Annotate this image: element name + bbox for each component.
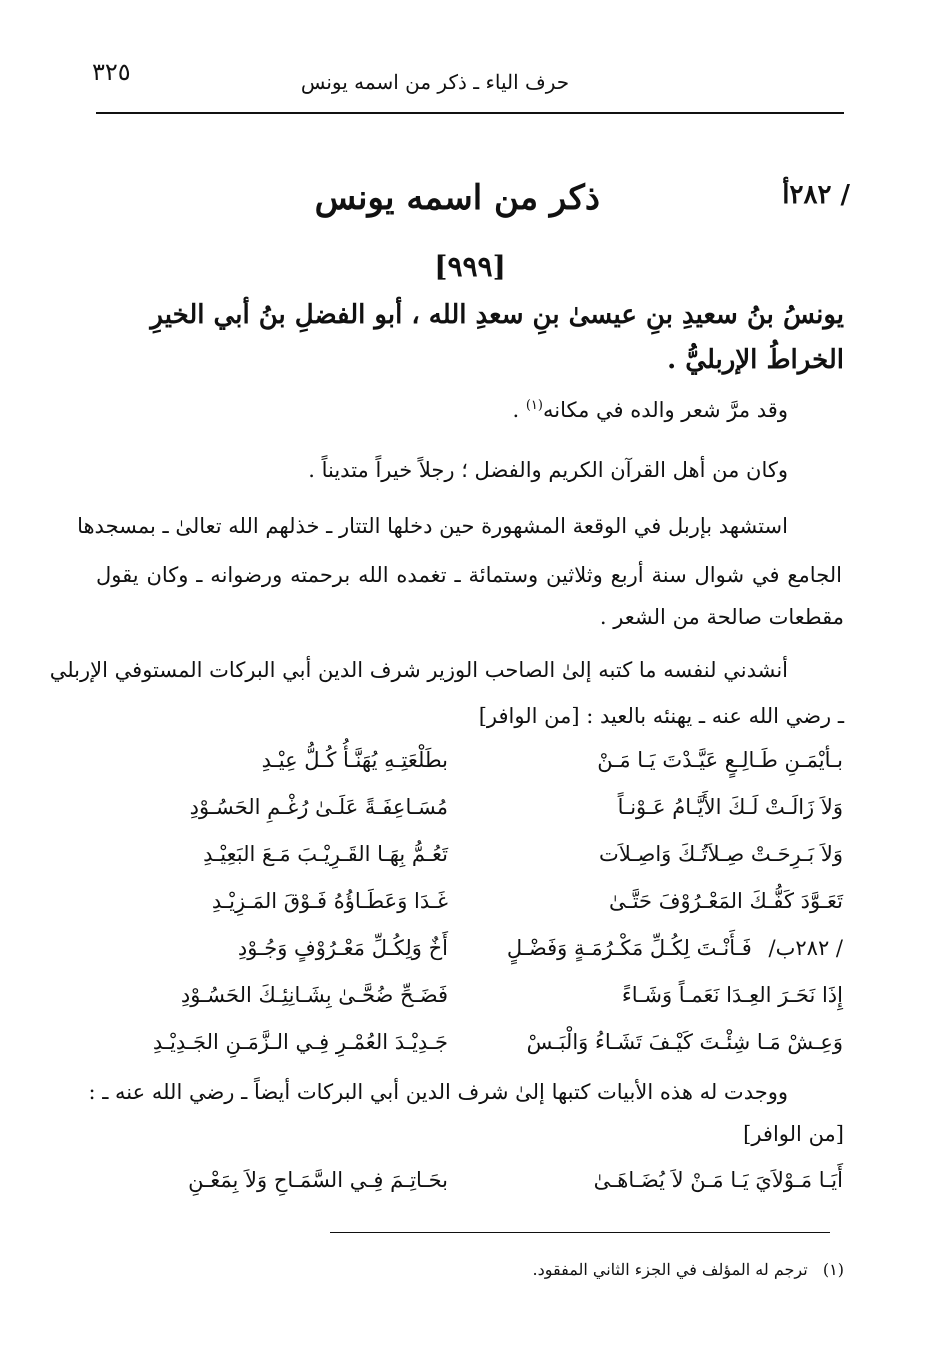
poem-1-verse-1-first-hemistich: بـأيْمَـنِ طَـالِـعٍ عَيَّـدْتَ يَـا مَـنْ — [597, 748, 843, 772]
poem-1-verse-5-second-hemistich: أَخٌ وَلِكُـلِّ مَعْـرُوْفٍ وَجُـوْدِ — [237, 936, 448, 960]
running-header-title: حرف الياء ـ ذكر من اسمه يونس — [300, 70, 570, 94]
paragraph-recital-line-1: أنشدني لنفسه ما كتبه إلىٰ الصاحب الوزير شرف الدين أبي البركات المستوفي الإربلي — [49, 658, 788, 682]
poem-1-verse-6-second-hemistich: فَضَـحِّ ضُحَّـىٰ بِشَـانِئِـكَ الحَسُـوْدِ — [180, 983, 448, 1007]
entry-number: [٩٩٩] — [434, 250, 506, 283]
page-number: ٣٢٥ — [92, 58, 131, 86]
entry-name-line-1: يونسُ بنُ سعيدِ بنِ عيسىٰ بنِ سعدِ الله ، أبو الفضلِ بنُ أبي الخيرِ — [150, 300, 844, 330]
paragraph-previous-mention — [300, 398, 788, 422]
footnote-marker: (١) — [525, 398, 543, 413]
poem-1-verse-2-second-hemistich: مُسَـاعِفَـةً عَلَـىٰ رُغْـمِ الحَسُـوْدِ — [189, 795, 448, 819]
paragraph-found-verses-line-2: [من الوافر] — [743, 1122, 844, 1146]
paragraph-death-line-1: استشهد بإربل في الوقعة المشهورة حين دخلها التتار ـ خذلهم الله تعالىٰ ـ بمسجدها — [77, 514, 788, 538]
paragraph-recital-line-2: ـ رضي الله عنه ـ يهنئه بالعيد : [من الوافر] — [478, 704, 844, 728]
poem-1-verse-3-first-hemistich: وَلاَ بَـرِحَـتْ صِـلاَتُـكَ وَاصِـلاَت — [599, 842, 843, 866]
margin-reference-folio: / ٢٨٢أ — [782, 180, 850, 210]
poem-1-verse-3-second-hemistich: تَعُـمُّ بِهَـا القَـرِيْـبَ مَـعَ البَعِيْـدِ — [203, 842, 448, 866]
paragraph-found-verses-line-1: ووجدت له هذه الأبيات كتبها إلىٰ شرف الدين أبي البركات أيضاً ـ رضي الله عنه ـ : — [88, 1080, 788, 1104]
paragraph-death-line-2: الجامع في شوال سنة أربع وثلاثين وستمائة ـ تغمده الله برحمته ورضوانه ـ وكان يقول — [96, 563, 842, 587]
section-title: ذكر من اسمه يونس — [314, 178, 600, 218]
paragraph-text: وقد مرَّ شعر والده في مكانه — [542, 398, 788, 422]
poem-2-verse-1-second-hemistich: بحَـاتِـمَ فِـي السَّمَـاحِ وَلاَ بِمَعْـنِ — [188, 1168, 448, 1192]
poem-2-verse-1-first-hemistich: أَيَـا مَـوْلاَيَ يَـا مَـنْ لاَ يُضَـاهَـىٰ — [593, 1168, 843, 1192]
paragraph-end: . — [512, 398, 526, 422]
poem-1-verse-5-first-hemistich — [495, 936, 843, 960]
footnote — [400, 1260, 844, 1279]
footnote-rule — [330, 1232, 830, 1233]
poem-1-verse-7-first-hemistich: وَعِـشْ مَـا شِئْـتَ كَيْـفَ تَشَـاءُ وَالْبَـسْ — [526, 1030, 843, 1054]
poem-1-verse-4-second-hemistich: غَـدَا وَعَطَـاؤُهُ فَـوْقَ المَـزِيْـدِ — [211, 889, 448, 913]
paragraph-death-line-3: مقطعات صالحة من الشعر . — [599, 605, 844, 629]
poem-1-verse-6-first-hemistich: إِذَا نَحَـرَ العِـدَا نَعَمـاً وَشَـاءً — [621, 983, 843, 1007]
poem-1-verse-1-second-hemistich: بطَلْعَتِـهِ يُهَنَّـأُ كُـلُّ عِيْـدِ — [261, 748, 448, 772]
entry-name-line-2: الخراطُ الإربليُّ . — [667, 345, 844, 375]
poem-1-verse-7-second-hemistich: جَـدِيْـدَ العُمْـرِ فِـي الـزَّمَـنِ الجَـدِيْـدِ — [152, 1030, 448, 1054]
margin-reference-folio-b: / ٢٨٢ب/ — [768, 936, 843, 960]
footnote-text: ترجم له المؤلف في الجزء الثاني المفقود. — [532, 1260, 808, 1279]
hemistich-text: فَـأَنْـتَ لِكُـلِّ مَكْـرُمَـةٍ وَفَضْـلٍ — [506, 936, 752, 960]
footnote-number: (١) — [822, 1260, 844, 1279]
header-rule — [96, 112, 844, 114]
poem-1-verse-2-first-hemistich: وَلاَ زَالَـتْ لَـكَ الأَيَّـامُ عَـوْنـاً — [617, 795, 843, 819]
poem-1-verse-4-first-hemistich: تَعَـوَّدَ كَفُّـكَ المَعْـرُوْفَ حَتَّـىٰ — [609, 889, 843, 913]
paragraph-character: وكان من أهل القرآن الكريم والفضل ؛ رجلاً خيراً متديناً . — [308, 458, 788, 482]
